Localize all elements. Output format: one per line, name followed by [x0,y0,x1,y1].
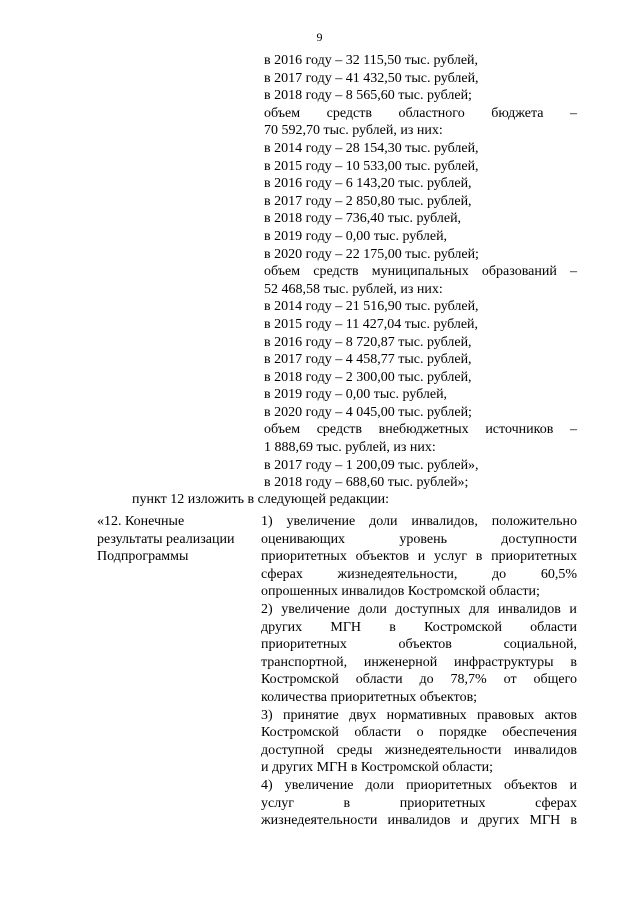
funding-line: в 2017 году – 2 850,80 тыс. рублей, [264,193,472,209]
funding-line: в 2016 году – 32 115,50 тыс. рублей, [264,53,479,68]
result-line: оценивающих уровень доступности [261,531,577,547]
funding-amounts [264,52,577,492]
result-line: опрошенных инвалидов Костромской области; [261,584,540,600]
funding-line: в 2017 году – 41 432,50 тыс. рублей, [264,70,479,86]
funding-line: в 2016 году – 8 720,87 тыс. рублей, [264,334,472,350]
page-number: 9 [316,30,323,44]
funding-line: объем средств муниципальных образований – [264,264,577,280]
funding-line: в 2015 году – 11 427,04 тыс. рублей, [264,316,479,332]
result-line: 1) увеличение доли инвалидов, положительно [261,514,577,529]
funding-line: в 2017 году – 1 200,09 тыс. рублей», [264,457,479,473]
result-line: транспортной, инженерной инфраструктуры в [261,654,577,670]
funding-line: в 2015 году – 10 533,00 тыс. рублей, [264,158,479,174]
result-line: Костромской области о порядке обеспечения [261,725,577,741]
funding-line: в 2014 году – 21 516,90 тыс. рублей, [264,299,479,315]
result-line: приоритетных объектов и услуг в приоритетных [261,549,577,565]
funding-line: в 2019 году – 0,00 тыс. рублей, [264,228,448,244]
funding-line: 1 888,69 тыс. рублей, из них: [264,440,436,456]
result-line: услуг в приоритетных сферах [261,795,577,811]
item-label-line: Подпрограммы [97,549,189,565]
result-line: 3) принятие двух нормативных правовых актов [261,707,577,723]
funding-line: 70 592,70 тыс. рублей, из них: [264,123,443,139]
funding-line: в 2018 году – 8 565,60 тыс. рублей; [264,88,472,104]
funding-line: в 2020 году – 4 045,00 тыс. рублей; [264,404,472,420]
result-line: 4) увеличение доли приоритетных объектов и [261,777,577,793]
result-line: доступной среды жизнедеятельности инвалидов [261,742,577,758]
amendment-instruction: пункт 12 изложить в следующей редакции: [132,492,389,507]
funding-line: объем средств областного бюджета – [264,105,577,121]
funding-line: в 2020 году – 22 175,00 тыс. рублей; [264,246,479,262]
funding-line: в 2018 году – 736,40 тыс. рублей, [264,211,462,227]
funding-line: в 2017 году – 4 458,77 тыс. рублей, [264,352,472,368]
funding-line: в 2016 году – 6 143,20 тыс. рублей, [264,176,472,192]
funding-line: в 2019 году – 0,00 тыс. рублей, [264,387,448,403]
result-line: 2) увеличение доли доступных для инвалидов и [261,601,577,617]
item-12-results [261,513,577,830]
result-line: Костромской области до 78,7% от общего [261,672,577,688]
item-label-line: результаты реализации [97,531,235,547]
result-line: жизнедеятельности инвалидов и других МГН в [261,813,577,829]
item-12-label [97,513,252,566]
result-line: количества приоритетных объектов; [261,689,478,705]
result-line: и других МГН в Костромской области; [261,760,493,776]
result-line: других МГН в Костромской области [261,619,577,635]
funding-line: в 2014 году – 28 154,30 тыс. рублей, [264,140,479,156]
funding-line: 52 468,58 тыс. рублей, из них: [264,281,443,297]
item-label-line: «12. Конечные [97,514,185,529]
funding-line: в 2018 году – 688,60 тыс. рублей»; [264,475,469,491]
result-line: приоритетных объектов социальной, [261,637,577,653]
funding-line: объем средств внебюджетных источников – [264,422,577,438]
funding-line: в 2018 году – 2 300,00 тыс. рублей, [264,369,472,385]
result-line: сферах жизнедеятельности, до 60,5% [261,566,577,582]
